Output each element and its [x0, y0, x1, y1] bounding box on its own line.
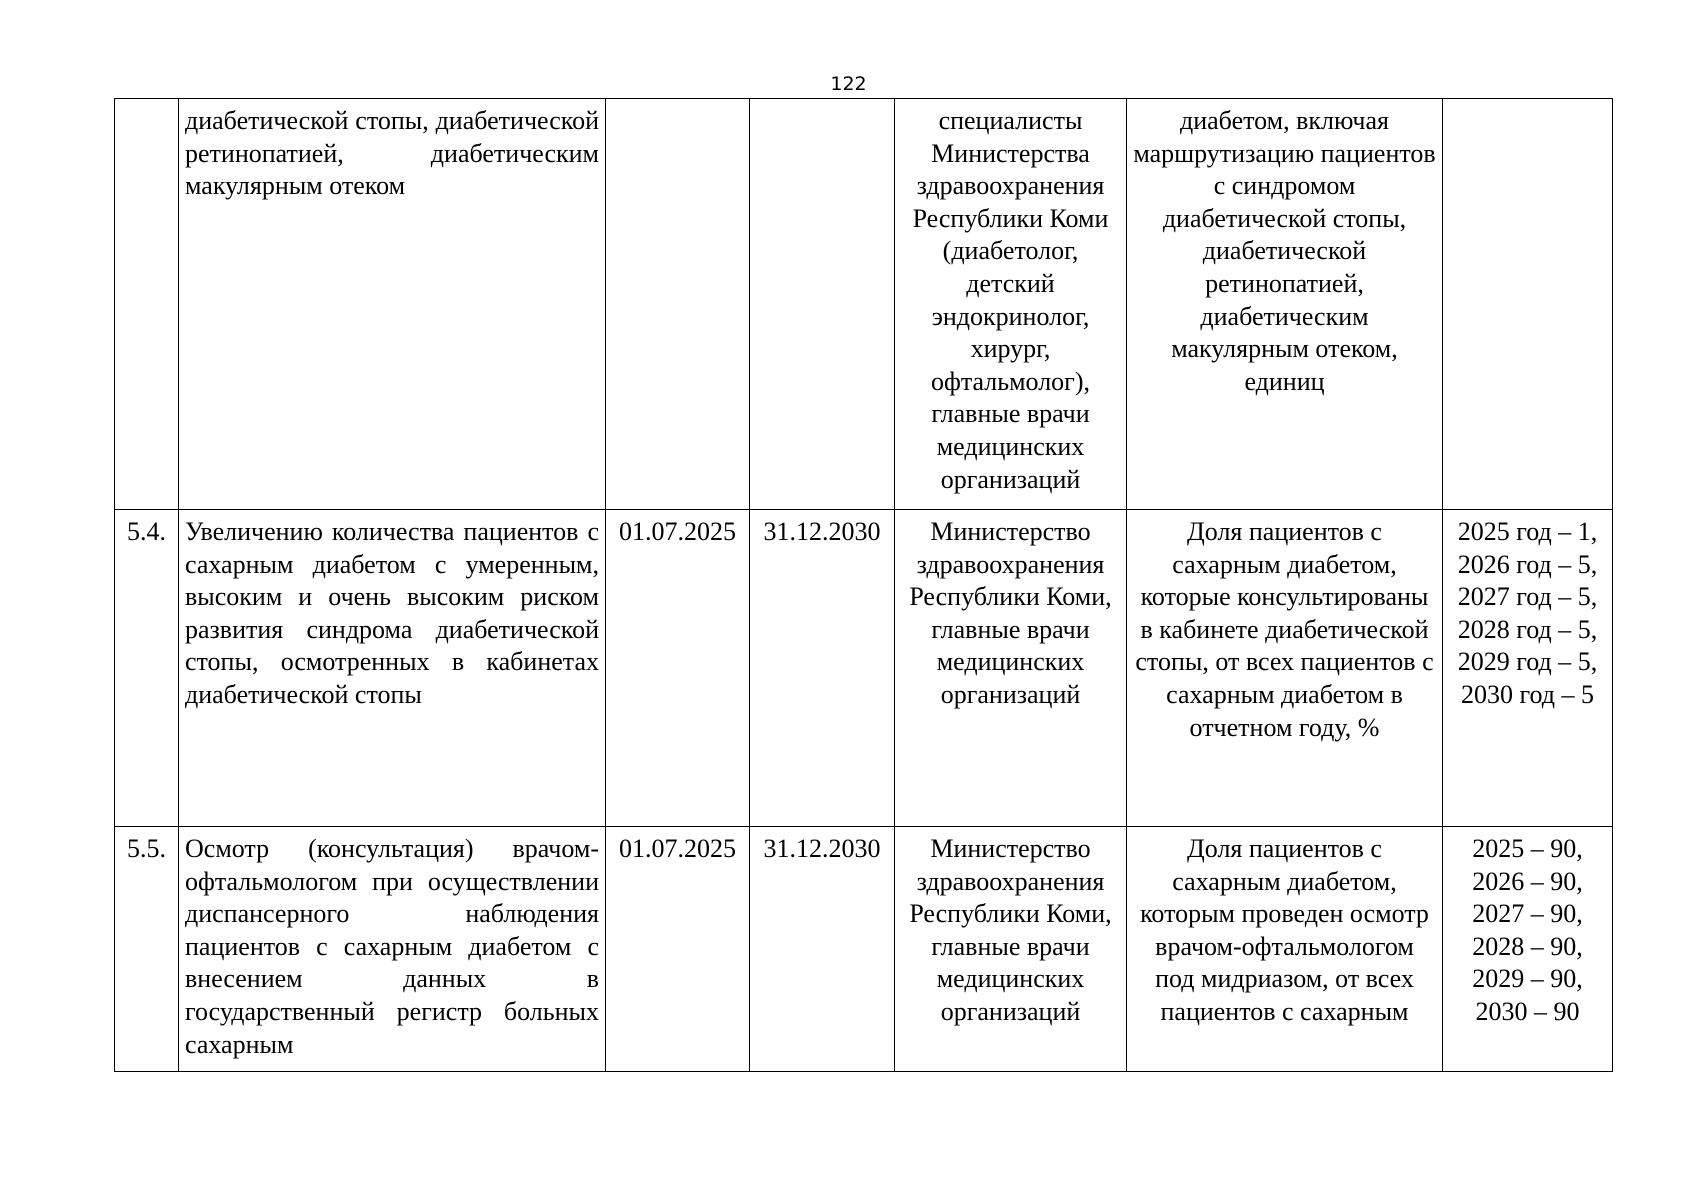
row-number: [115, 99, 179, 510]
target-value-line: 2030 – 90: [1475, 996, 1580, 1026]
measures-table: [114, 98, 1613, 1072]
target-value-line: 2029 – 90,: [1472, 964, 1583, 994]
target-values-cell: [1443, 827, 1613, 1072]
target-value-line: 2027 год – 5,: [1457, 582, 1598, 612]
row-number: 5.4.: [115, 510, 179, 827]
target-value-line: 2029 год – 5,: [1457, 647, 1598, 677]
start-date-cell: 01.07.2025: [606, 510, 750, 827]
start-date-cell: [606, 99, 750, 510]
row-number: 5.5.: [115, 827, 179, 1072]
target-value-line: 2028 – 90,: [1472, 931, 1583, 961]
end-date-cell: 31.12.2030: [750, 827, 895, 1072]
table-row: [115, 99, 1613, 510]
end-date-cell: 31.12.2030: [750, 510, 895, 827]
target-value-line: 2028 год – 5,: [1457, 614, 1598, 644]
target-values-cell: [1443, 99, 1613, 510]
activity-cell: диабетической стопы, диабетической ретинопатией, диабетическим макулярным отеком: [179, 99, 606, 510]
start-date-cell: 01.07.2025: [606, 827, 750, 1072]
responsible-cell: специалисты Министерства здравоохранения Республики Коми (диабетолог, детский эндокринолог, хирург, офтальмолог), главные врачи медицинских организаций: [895, 99, 1127, 510]
table-row: [115, 827, 1613, 1072]
page-number: 122: [830, 73, 867, 95]
indicator-cell: Доля пациентов с сахарным диабетом, которые консультированы в кабинете диабетической стопы, от всех пациентов с сахарным диабетом в отчетном году, %: [1127, 510, 1443, 827]
target-value-line: 2025 год – 1,: [1457, 517, 1598, 546]
target-value-line: 2026 – 90,: [1472, 866, 1583, 896]
target-value-line: 2025 – 90,: [1472, 834, 1583, 863]
target-value-line: 2030 год – 5: [1461, 679, 1594, 709]
end-date-cell: [750, 99, 895, 510]
target-value-line: 2026 год – 5,: [1457, 549, 1598, 579]
indicator-cell: Доля пациентов с сахарным диабетом, которым проведен осмотр врачом-офтальмологом под мидриазом, от всех пациентов с сахарным: [1127, 827, 1443, 1072]
responsible-cell: Министерство здравоохранения Республики Коми, главные врачи медицинских организаций: [895, 827, 1127, 1072]
indicator-cell: диабетом, включая маршрутизацию пациентов с синдромом диабетической стопы, диабетической ретинопатией, диабетическим макулярным отеком, единиц: [1127, 99, 1443, 510]
activity-cell: Увеличению количества пациентов с сахарным диабетом с умеренным, высоким и очень высоким риском развития синдрома диабетической стопы, осмотренных в кабинетах диабетической стопы: [179, 510, 606, 827]
responsible-cell: Министерство здравоохранения Республики Коми, главные врачи медицинских организаций: [895, 510, 1127, 827]
table-row: [115, 510, 1613, 827]
target-value-line: 2027 – 90,: [1472, 899, 1583, 929]
target-values-cell: [1443, 510, 1613, 827]
activity-cell: Осмотр (консультация) врачом-офтальмологом при осуществлении диспансерного наблюдения пациентов с сахарным диабетом с внесением данных в государственный регистр больных сахарным: [179, 827, 606, 1072]
